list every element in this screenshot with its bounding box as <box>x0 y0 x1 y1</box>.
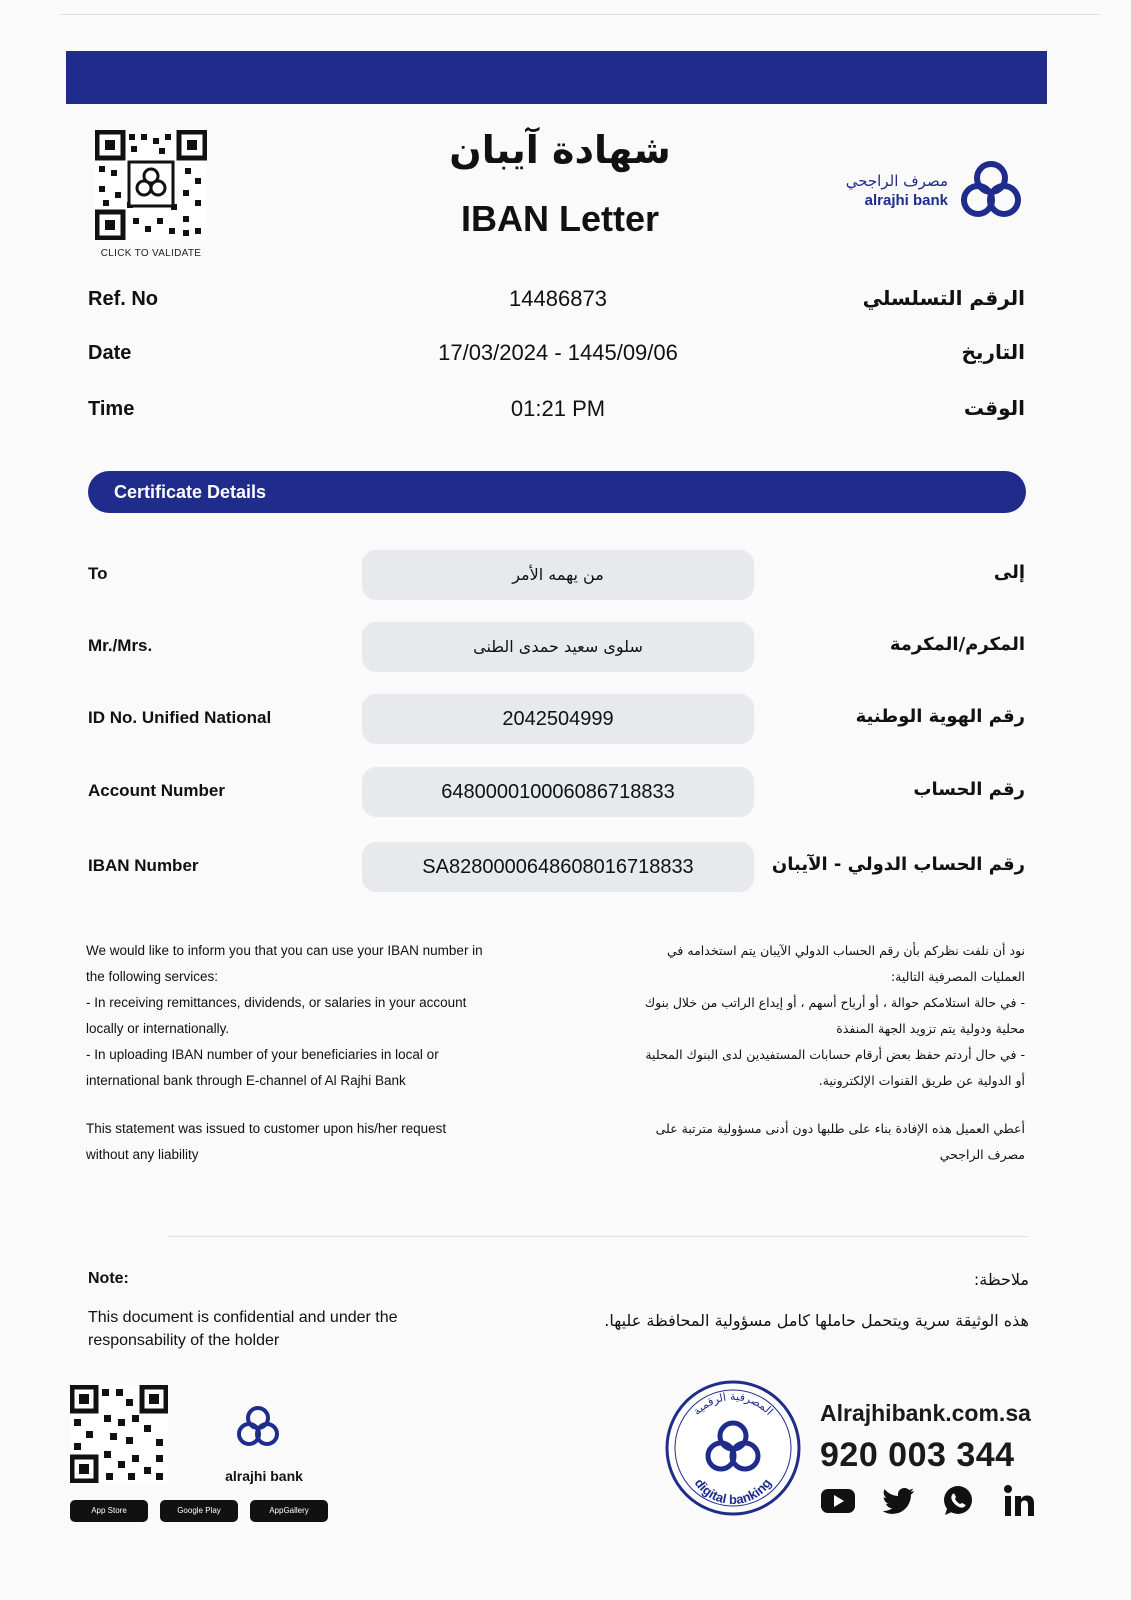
info-bullet-1-arabic: - في حالة استلامكم حوالة ، أو أرباح أسهم ، أو إيداع الراتب من خلال بنوك محلية ودولية يتم تزويد الجهة المنفذة <box>644 995 1025 1036</box>
statement-english: This statement was issued to customer upon his/her request without any liability <box>86 1121 447 1162</box>
name-label: Mr./Mrs. <box>88 636 153 655</box>
info-bullet-1: - In receiving remittances, dividends, or salaries in your account locally or internationally. <box>86 995 467 1036</box>
national-id-value: 2042504999 <box>362 694 754 744</box>
time-label: Time <box>88 398 135 420</box>
national-id-label: ID No. Unified National <box>88 708 272 727</box>
stamp-text-arabic: المصرفية الرقمية <box>690 1389 776 1418</box>
bank-name-english: alrajhi bank <box>864 192 948 209</box>
validation-qr-code[interactable] <box>95 130 207 240</box>
document-title-arabic: شهادة آيبان <box>449 128 671 172</box>
info-text-english <box>86 938 486 1094</box>
field-row-national-id <box>88 694 1025 744</box>
info-text-arabic <box>632 938 1025 1094</box>
bank-name-arabic: مصرف الراجحي <box>845 172 948 190</box>
phone-number[interactable]: 920 003 344 <box>820 1436 1015 1474</box>
bank-logo <box>838 150 1028 230</box>
field-row-iban <box>88 842 1025 892</box>
whatsapp-icon[interactable] <box>940 1484 976 1518</box>
footer-bank-name: alrajhi bank <box>225 1468 303 1484</box>
meta-row-date <box>88 340 1025 370</box>
app-store-badge[interactable]: App Store <box>70 1500 148 1522</box>
time-label-arabic: الوقت <box>963 396 1025 420</box>
account-number-value: 648000010006086718833 <box>362 767 754 817</box>
field-row-to <box>88 550 1025 600</box>
section-title: Certificate Details <box>114 482 267 502</box>
to-value: من يهمه الأمر <box>362 550 754 600</box>
field-row-name <box>88 622 1025 672</box>
account-number-label: Account Number <box>88 781 225 800</box>
iban-label-arabic: رقم الحساب الدولي - الآيبان <box>771 854 1025 875</box>
alrajhi-logo-icon <box>954 154 1028 228</box>
info-bullet-2-arabic: - في حال أردتم حفظ بعض أرقام حسابات المستفيدين لدى البنوك المحلية أو الدولية عن طريق القنوات الإلكترونية. <box>645 1047 1025 1088</box>
date-label: Date <box>88 342 132 364</box>
twitter-icon[interactable] <box>880 1484 916 1518</box>
note-label: Note: <box>88 1270 129 1287</box>
to-label-arabic: إلى <box>993 562 1025 583</box>
name-value: سلوى سعيد حمدى الطنى <box>362 622 754 672</box>
note-text-arabic: هذه الوثيقة سرية ويتحمل حاملها كامل مسؤولية المحافظة عليها. <box>604 1311 1029 1330</box>
document-title-english: IBAN Letter <box>460 198 660 239</box>
qr-caption: CLICK TO VALIDATE <box>100 248 202 259</box>
header-band <box>66 51 1047 104</box>
linkedin-icon[interactable] <box>1002 1484 1038 1518</box>
social-icons <box>820 1484 1040 1518</box>
date-label-arabic: التاريخ <box>961 340 1025 364</box>
google-play-badge[interactable]: Google Play <box>160 1500 238 1522</box>
meta-row-time <box>88 396 1025 426</box>
certificate-details-header <box>88 471 1026 513</box>
iban-value: SA8280000648608016718833 <box>362 842 754 892</box>
top-rule <box>60 14 1100 15</box>
ref-value: 14486873 <box>509 286 607 311</box>
info-bullet-2: - In uploading IBAN number of your beneficiaries in local or international bank through E-channel of Al Rajhi Bank <box>86 1047 439 1088</box>
ref-label-arabic: الرقم التسلسلي <box>862 286 1025 310</box>
note-text: This document is confidential and under the responsability of the holder <box>88 1309 398 1349</box>
ref-label: Ref. No <box>88 288 158 310</box>
field-row-account <box>88 767 1025 817</box>
to-label: To <box>88 564 108 583</box>
date-value: 17/03/2024 - 1445/09/06 <box>438 340 678 365</box>
national-id-label-arabic: رقم الهوية الوطنية <box>855 706 1025 727</box>
stamp-text-english: digital banking <box>691 1475 775 1508</box>
time-value: 01:21 PM <box>510 396 606 421</box>
divider <box>168 1236 1028 1237</box>
app-gallery-badge[interactable]: AppGallery <box>250 1500 328 1522</box>
iban-label: IBAN Number <box>88 856 199 875</box>
app-download-qr-code[interactable] <box>70 1385 168 1483</box>
statement-arabic: أعطي العميل هذه الإفادة بناء على طلبها دون أدنى مسؤولية مترتبة على مصرف الراجحي <box>655 1121 1025 1162</box>
name-label-arabic: المكرم/المكرمة <box>889 634 1025 655</box>
info-intro: We would like to inform you that you can use your IBAN number in the following services: <box>86 943 483 984</box>
website-link[interactable]: Alrajhibank.com.sa <box>820 1400 1031 1426</box>
meta-row-ref <box>88 286 1025 316</box>
note-label-arabic: ملاحظة: <box>973 1270 1029 1289</box>
alrajhi-logo-small-icon <box>230 1402 286 1452</box>
info-intro-arabic: نود أن نلفت نظركم بأن رقم الحساب الدولي الآيبان يتم استخدامه في العمليات المصرفية التالية: <box>667 943 1025 984</box>
youtube-icon[interactable] <box>820 1484 856 1518</box>
digital-banking-stamp <box>663 1378 803 1518</box>
account-number-label-arabic: رقم الحساب <box>913 779 1025 800</box>
